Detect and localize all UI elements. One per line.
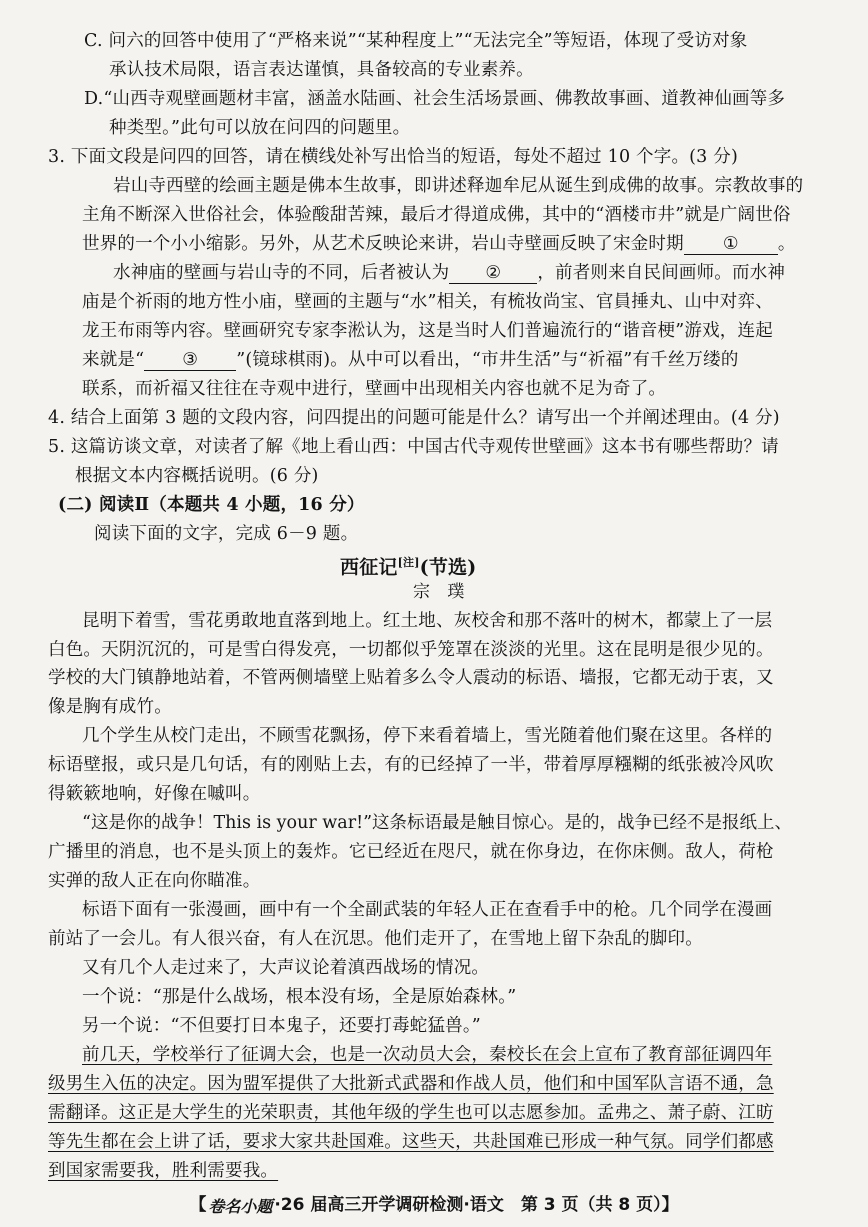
passage-p2-line2: 标语壁报，或只是几句话，有的刚贴上去，有的已经掉了一半，带着厚厚糨糊的纸张被冷风吹 [48, 755, 774, 776]
q3-para2-line3: 龙王布雨等内容。壁画研究专家李淞认为，这是当时人们普遍流行的“谐音梗”游戏，连起 [82, 320, 773, 341]
q3-para2-line4 [82, 349, 739, 371]
passage-p1-line1: 昆明下着雪，雪花勇敢地直落到地上。红土地、灰校舍和那不落叶的树木，都蒙上了一层 [82, 610, 773, 631]
answer-blank-2[interactable]: ② [449, 263, 537, 284]
passage-p5-line1: 又有几个人走过来了，大声议论着滇西战场的情况。 [82, 958, 490, 979]
passage-p8-line5: 到国家需要我，胜利需要我。 [48, 1161, 279, 1181]
passage-title-text: 西征记 [340, 555, 398, 578]
q3-para1-line3 [82, 233, 796, 255]
passage-p7-line1: 另一个说：“不但要打日本鬼子，还要打毒蛇猛兽。” [82, 1016, 481, 1037]
section-2-heading: (二) 阅读Ⅱ（本题共 4 小题，16 分） [58, 494, 365, 515]
page-footer [0, 1190, 868, 1217]
q3-para2-line2: 庙是个祈雨的地方性小庙，壁画的主题与“水”相关，有梳妆尚宝、官員捶丸、山中对弈、 [82, 291, 773, 312]
q3-para2-line4-end: ”(镜球棋雨)。从中可以看出，“市井生活”与“祈福”有千丝万缕的 [236, 349, 739, 370]
q3-para2-line1-end: ，前者则来自民间画师。而水神 [537, 262, 786, 283]
passage-p8-line4: 等先生都在会上讲了话，要求大家共赴国难。这些天，共赴国难已形成一种气氛。同学们都感 [48, 1132, 774, 1152]
passage-p8-line3: 需翻译。这正是大学生的光荣职责，其他年级的学生也可以志愿参加。孟弗之、萧子蔚、江昉 [48, 1103, 774, 1124]
q3-para1-line3-end: 。 [777, 233, 796, 254]
passage-p3-line3: 实弹的敌人正在向你瞄准。 [48, 871, 261, 892]
option-d-line-2: 种类型。”此句可以放在问四的问题里。 [109, 117, 411, 138]
title-note-marker: [注] [397, 555, 420, 569]
passage-p1-line2: 白色。天阴沉沉的，可是雪白得发亮，一切都似乎笼罩在淡淡的光里。这在昆明是很少见的。 [48, 639, 774, 660]
passage-p6-line1: 一个说：“那是什么战场，根本没有场，全是原始森林。” [82, 987, 517, 1008]
q3-para1-line2: 主角不断深入世俗社会，体验酸甜苦辣，最后才得道成佛，其中的“酒楼市井”就是广阔世俗 [82, 204, 791, 225]
passage-p2-line3: 得簌簌地响，好像在嘁叫。 [48, 784, 261, 805]
passage-p4-line2: 前站了一会儿。有人很兴奋，有人在沉思。他们走开了，在雪地上留下杂乱的脚印。 [48, 929, 703, 950]
q3-para1-line3-text: 世界的一个小小缩影。另外，从艺术反映论来讲，岩山寺壁画反映了宋金时期 [82, 233, 684, 254]
q3-para2-line5: 联系，而祈福又往往在寺观中进行，壁画中出现相关内容也就不足为奇了。 [82, 378, 667, 399]
passage-p8-line2: 级男生入伍的决定。因为盟军提供了大批新式武器和作战人员，他们和中国军队言语不通，急 [48, 1074, 774, 1095]
passage-subtitle: (节选) [419, 555, 477, 578]
brand-logo: 卷名小题 [208, 1196, 273, 1216]
option-d-line-1: D.“山西寺观壁画题材丰富，涵盖水陆画、社会生活场景画、佛教故事画、道教神仙画等多 [84, 88, 786, 109]
question-4: 4. 结合上面第 3 题的文段内容，问四提出的问题可能是什么？请写出一个并阐述理由。(4 分) [48, 407, 780, 428]
question-3-stem: 3. 下面文段是问四的回答，请在横线处补写出恰当的短语，每处不超过 10 个字。(3 分) [48, 146, 739, 167]
q3-para2-line1-text: 水神庙的壁画与岩山寺的不同，后者被认为 [113, 262, 450, 283]
passage-author: 宗 璞 [413, 581, 465, 602]
passage-p1-line4: 像是胸有成竹。 [48, 697, 172, 718]
question-5-line1: 5. 这篇访谈文章，对读者了解《地上看山西：中国古代寺观传世壁画》这本书有哪些帮助？请 [48, 436, 779, 457]
option-c-line-1: C. 问六的回答中使用了“严格来说”“某种程度上”“无法完全”等短语，体现了受访对象 [84, 31, 748, 51]
footer-text: ·26 届高三开学调研检测·语文 第 3 页（共 8 页） [274, 1195, 662, 1215]
q3-para2-line1 [113, 262, 785, 284]
passage-p2-line1: 几个学生从校门走出，不顾雪花飘扬，停下来看着墙上，雪光随着他们聚在这里。各样的 [82, 726, 773, 747]
answer-blank-3[interactable]: ③ [144, 350, 236, 371]
answer-blank-1[interactable]: ① [684, 234, 778, 255]
q3-para1-line1: 岩山寺西壁的绘画主题是佛本生故事，即讲述释迦牟尼从诞生到成佛的故事。宗教故事的 [113, 175, 804, 196]
passage-p3-line1: “这是你的战争！This is your war!”这条标语最是触目惊心。是的，战争已经不是报纸上、 [82, 813, 793, 834]
passage-p3-line2: 广播里的消息，也不是头顶上的轰炸。它已经近在咫尺，就在你身边，在你床侧。敌人，荷枪 [48, 842, 774, 863]
q3-para2-line4-text: 来就是“ [82, 349, 145, 370]
footer-bracket-close: 】 [661, 1195, 679, 1215]
passage-p8-line1: 前几天，学校举行了征调大会，也是一次动员大会，秦校长在会上宣布了教育部征调四年 [82, 1045, 773, 1066]
option-c-line-2: 承认技术局限，语言表达谨慎，具备较高的专业素养。 [109, 60, 534, 80]
question-5-line2: 根据文本内容概括说明。(6 分) [75, 465, 319, 486]
passage-title [340, 552, 476, 578]
passage-p1-line3: 学校的大门镇静地站着，不管两侧墙壁上贴着多么令人震动的标语、墙报，它都无动于衷，又 [48, 668, 774, 689]
passage-p4-line1: 标语下面有一张漫画，画中有一个全副武装的年轻人正在查看手中的枪。几个同学在漫画 [82, 900, 773, 921]
footer-bracket-open: 【 [189, 1195, 207, 1215]
section-2-instruction: 阅读下面的文字，完成 6－9 题。 [94, 523, 359, 544]
